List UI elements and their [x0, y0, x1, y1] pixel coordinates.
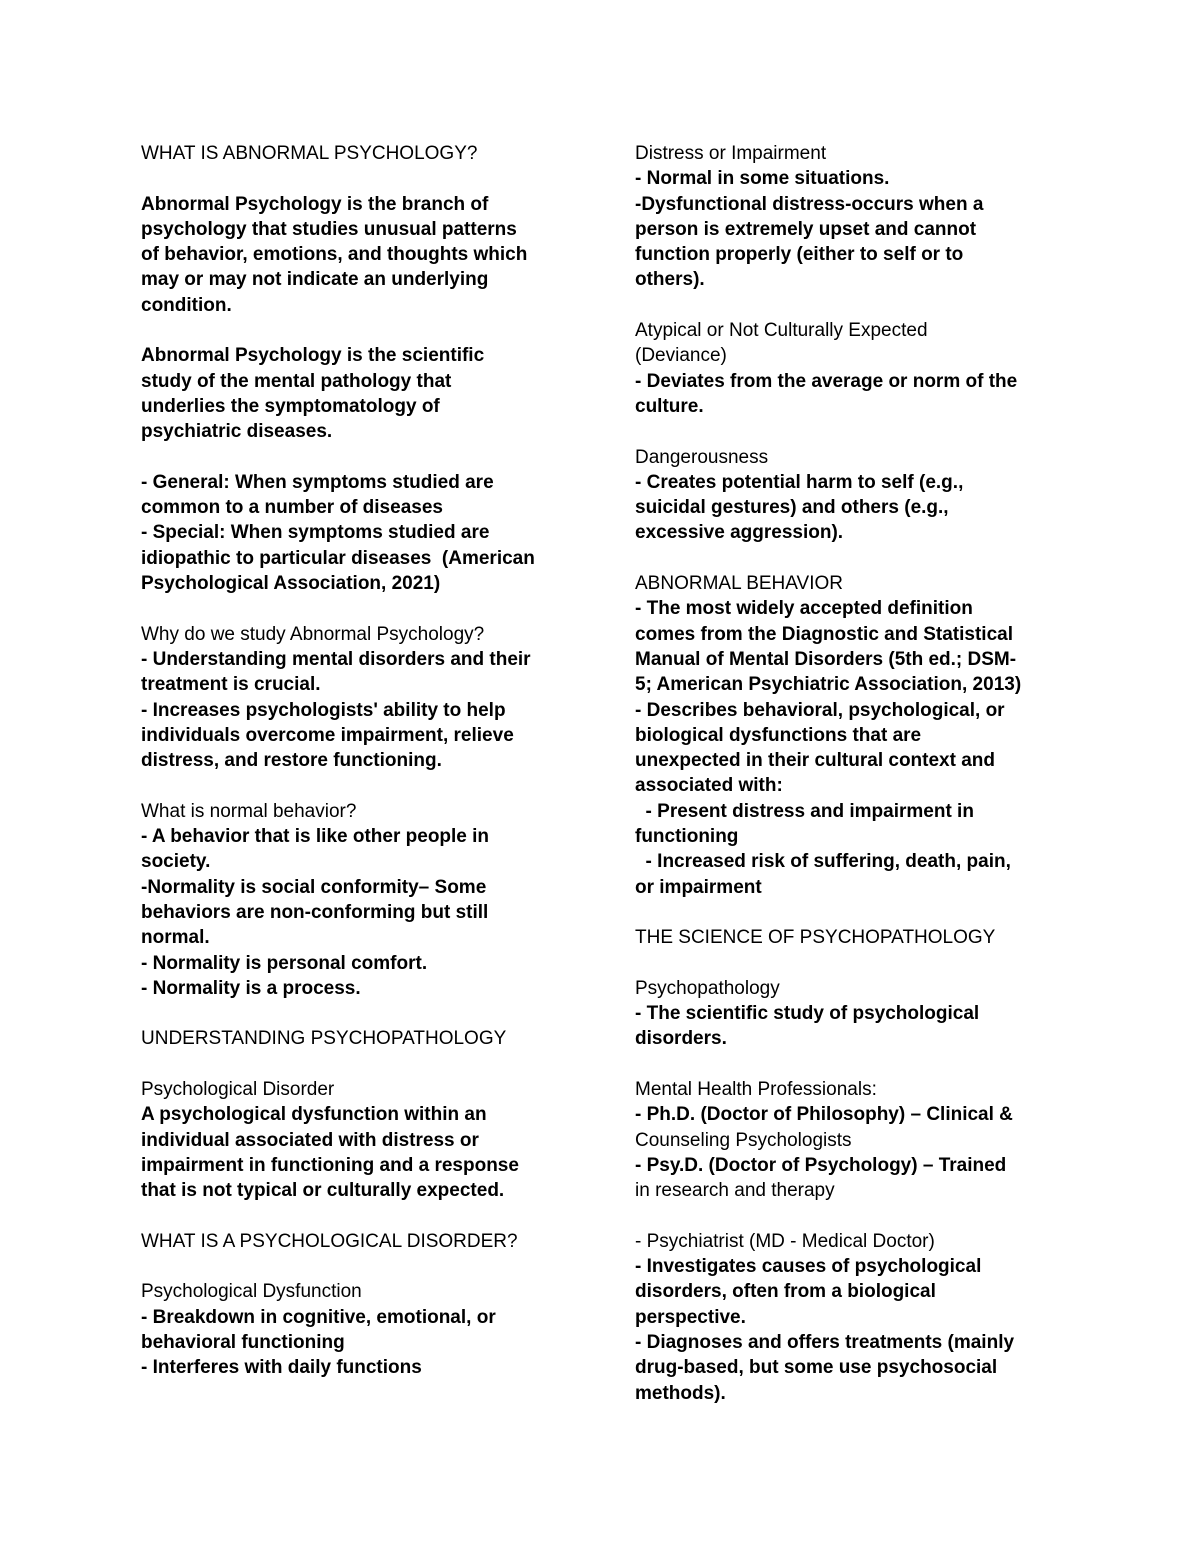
heading-line: THE SCIENCE OF PSYCHOPATHOLOGY — [635, 927, 996, 949]
text-line: - Investigates causes of psychological — [635, 1256, 982, 1278]
text-line: function properly (either to self or to — [635, 244, 964, 266]
text-line: - Breakdown in cognitive, emotional, or — [141, 1306, 496, 1328]
heading-line: Why do we study Abnormal Psychology? — [141, 623, 485, 645]
text-line: perspective. — [635, 1306, 746, 1328]
text-line: behavioral functioning — [141, 1331, 345, 1353]
text-block — [141, 1279, 581, 1380]
right-column — [635, 141, 1075, 1406]
text-line: comes from the Diagnostic and Statistical — [635, 623, 1013, 645]
text-line: treatment is crucial. — [141, 674, 321, 696]
text-line: others). — [635, 269, 705, 291]
text-block — [141, 622, 581, 774]
text-line: may or may not indicate an underlying — [141, 269, 489, 291]
text-line: -Dysfunctional distress-occurs when a — [635, 193, 984, 215]
text-line: - General: When symptoms studied are — [141, 471, 494, 493]
text-block — [635, 925, 1075, 950]
text-block — [141, 343, 581, 444]
text-block — [635, 1077, 1075, 1203]
heading-line: Psychological Dysfunction — [141, 1281, 362, 1303]
text-line: - A behavior that is like other people in — [141, 826, 490, 848]
text-line: society. — [141, 851, 211, 873]
heading-line: Dangerousness — [635, 446, 769, 468]
text-line: - Increased risk of suffering, death, pain, — [635, 851, 1011, 873]
heading-line: ABNORMAL BEHAVIOR — [635, 573, 843, 595]
text-line: - Diagnoses and offers treatments (mainly — [635, 1331, 1015, 1353]
heading-line: Mental Health Professionals: — [635, 1078, 877, 1100]
heading-line: - Psychiatrist (MD - Medical Doctor) — [635, 1230, 935, 1252]
text-line: Abnormal Psychology is the scientific — [141, 345, 485, 367]
text-line: - Creates potential harm to self (e.g., — [635, 471, 964, 493]
text-line: impairment in functioning and a response — [141, 1154, 519, 1176]
text-line: Psychological Association, 2021) — [141, 573, 441, 595]
text-line: condition. — [141, 294, 232, 316]
text-line: normal. — [141, 927, 210, 949]
text-line: biological dysfunctions that are — [635, 724, 922, 746]
text-line: disorders. — [635, 1028, 727, 1050]
text-line: individual associated with distress or — [141, 1129, 479, 1151]
text-line: culture. — [635, 395, 704, 417]
text-line: A psychological dysfunction within an — [141, 1104, 487, 1126]
text-block — [141, 799, 581, 1001]
text-line: - Describes behavioral, psychological, or — [635, 699, 1005, 721]
text-line: - Understanding mental disorders and their — [141, 648, 531, 670]
text-block — [141, 1229, 581, 1254]
text-line: - Increases psychologists' ability to help — [141, 699, 506, 721]
heading-line: WHAT IS A PSYCHOLOGICAL DISORDER? — [141, 1230, 518, 1252]
heading-line: Distress or Impairment — [635, 143, 827, 164]
text-block — [635, 1229, 1075, 1406]
text-line: of behavior, emotions, and thoughts which — [141, 244, 528, 266]
text-line: Abnormal Psychology is the branch of — [141, 193, 489, 215]
text-line: -Normality is social conformity– Some — [141, 876, 487, 898]
heading-line: Psychological Disorder — [141, 1078, 335, 1100]
text-line: - The most widely accepted definition — [635, 598, 973, 620]
text-line: idiopathic to particular diseases (American — [141, 547, 535, 569]
text-line: psychiatric diseases. — [141, 421, 333, 443]
text-line: common to a number of diseases — [141, 497, 443, 519]
text-line: - Deviates from the average or norm of the — [635, 370, 1018, 392]
text-block — [141, 1077, 581, 1203]
text-block — [635, 445, 1075, 546]
text-block — [635, 318, 1075, 419]
text-block — [635, 976, 1075, 1052]
text-line: drug-based, but some use psychosocial — [635, 1357, 998, 1379]
text-line: unexpected in their cultural context and — [635, 750, 996, 772]
text-line: excessive aggression). — [635, 522, 844, 544]
text-block — [141, 192, 581, 318]
text-line: that is not typical or culturally expected. — [141, 1180, 505, 1202]
heading-line: UNDERSTANDING PSYCHOPATHOLOGY — [141, 1028, 507, 1050]
text-line: - Psy.D. (Doctor of Psychology) – Trained — [635, 1154, 1007, 1176]
text-block — [141, 141, 581, 166]
text-line: functioning — [635, 826, 739, 848]
text-line: - Normality is a process. — [141, 977, 361, 999]
text-line: 5; American Psychiatric Association, 2013) — [635, 674, 1022, 696]
text-line: suicidal gestures) and others (e.g., — [635, 497, 949, 519]
text-line: - Ph.D. (Doctor of Philosophy) – Clinical & — [635, 1104, 1013, 1126]
text-line: methods). — [635, 1382, 726, 1404]
text-line: psychology that studies unusual patterns — [141, 218, 517, 240]
text-line: associated with: — [635, 775, 783, 797]
text-line: behaviors are non-conforming but still — [141, 901, 489, 923]
text-line: disorders, often from a biological — [635, 1281, 936, 1303]
text-block — [635, 141, 1075, 293]
heading-line: Psychopathology — [635, 977, 780, 999]
text-line: or impairment — [635, 876, 762, 898]
text-line: - Normality is personal comfort. — [141, 952, 428, 974]
text-block — [141, 1026, 581, 1051]
text-block — [635, 571, 1075, 900]
heading-line: WHAT IS ABNORMAL PSYCHOLOGY? — [141, 143, 478, 164]
text-block — [141, 470, 581, 596]
heading-line: Counseling Psychologists — [635, 1129, 852, 1151]
text-line: distress, and restore functioning. — [141, 750, 442, 772]
heading-line: (Deviance) — [635, 345, 727, 367]
text-line: individuals overcome impairment, relieve — [141, 724, 514, 746]
text-line: - Interferes with daily functions — [141, 1357, 422, 1379]
text-line: - Normal in some situations. — [635, 168, 890, 190]
text-line: Manual of Mental Disorders (5th ed.; DSM- — [635, 648, 1017, 670]
text-line: underlies the symptomatology of — [141, 395, 440, 417]
text-line: - The scientific study of psychological — [635, 1003, 980, 1025]
text-line: - Present distress and impairment in — [635, 800, 974, 822]
heading-line: in research and therapy — [635, 1180, 835, 1202]
text-line: person is extremely upset and cannot — [635, 218, 977, 240]
text-line: - Special: When symptoms studied are — [141, 522, 490, 544]
left-column — [141, 141, 581, 1381]
heading-line: What is normal behavior? — [141, 800, 357, 822]
heading-line: Atypical or Not Culturally Expected — [635, 320, 928, 342]
text-line: study of the mental pathology that — [141, 370, 452, 392]
